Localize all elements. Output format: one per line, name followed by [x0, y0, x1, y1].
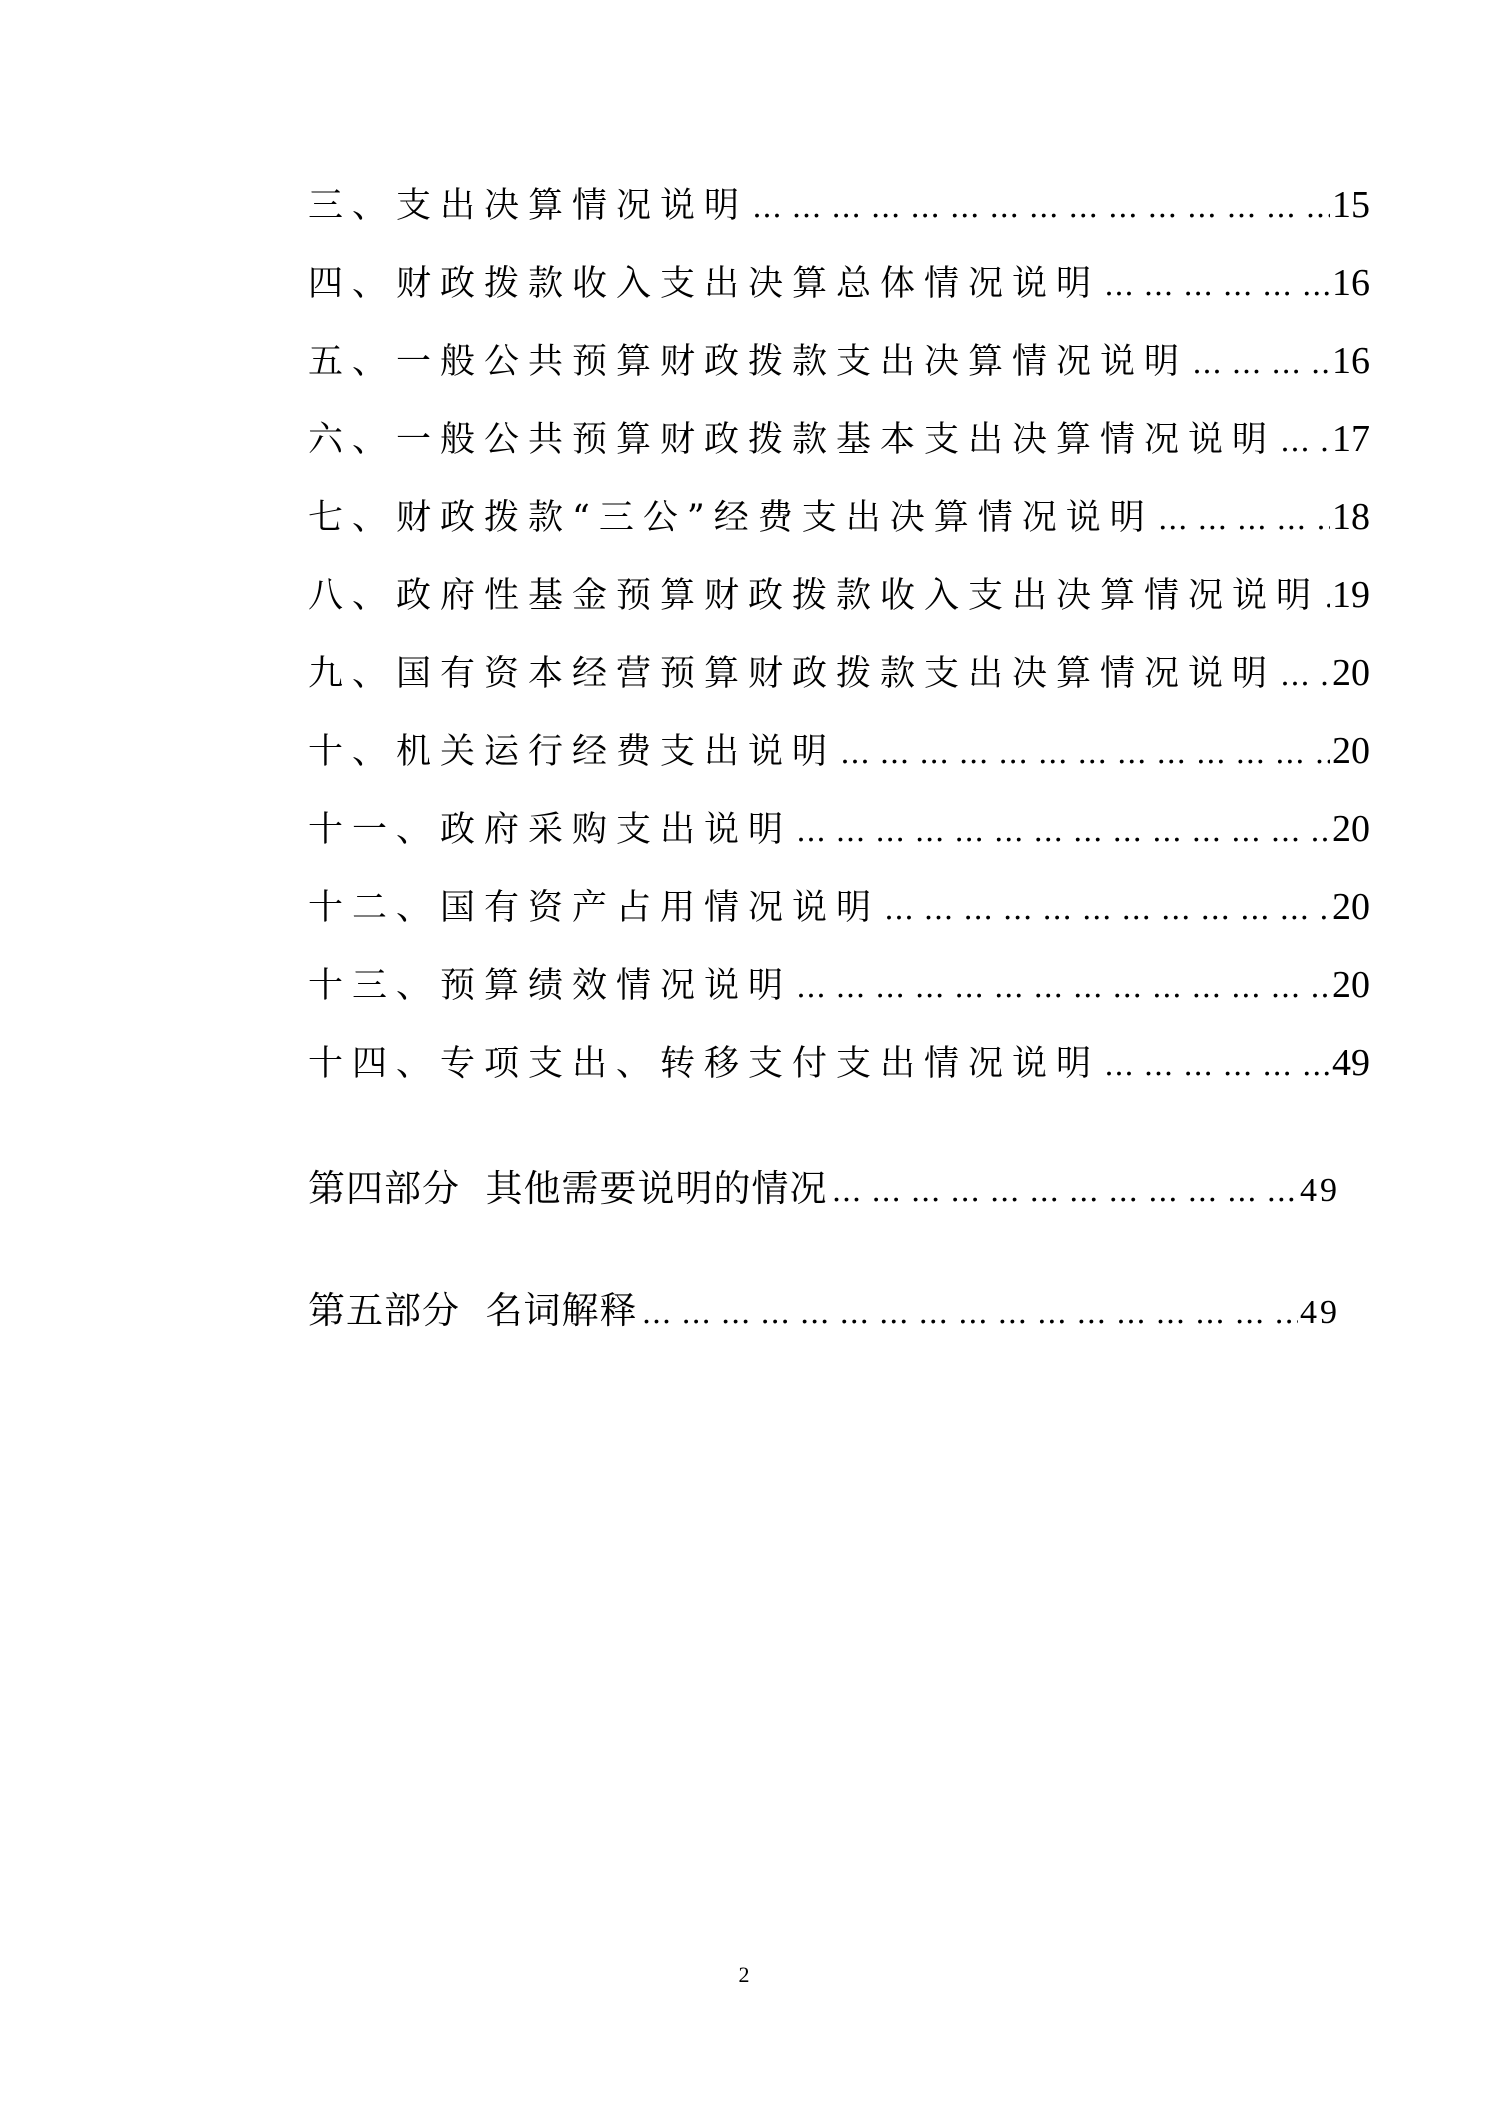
toc-part	[308, 1158, 1340, 1214]
toc-leader-dots	[1104, 1048, 1330, 1083]
toc-item-title: 十二、国有资产占用情况说明	[308, 888, 881, 928]
toc-leader-dots	[1324, 580, 1330, 615]
toc-part-page: 49	[1300, 1172, 1340, 1209]
toc-item-title: 十四、专项支出、转移支付支出情况说明	[308, 1044, 1101, 1084]
toc-leader-dots	[1104, 268, 1330, 303]
toc-item-page: 20	[1332, 964, 1370, 1006]
toc-item-title: 七、财政拨款“三公”经费支出决算情况说明	[308, 498, 1154, 538]
toc-item-title: 四、财政拨款收入支出决算总体情况说明	[308, 264, 1101, 304]
toc-item-page: 20	[1332, 886, 1370, 928]
toc-item-page: 16	[1332, 262, 1370, 304]
toc-item-page: 19	[1332, 574, 1370, 616]
toc-item	[308, 256, 1370, 312]
toc-item	[308, 490, 1370, 546]
toc-part-title: 第五部分 名词解释	[308, 1289, 638, 1332]
toc-item-page: 49	[1332, 1042, 1370, 1084]
toc-leader-dots	[832, 1174, 1298, 1209]
toc-item	[308, 724, 1370, 780]
toc-item-title: 十三、预算绩效情况说明	[308, 966, 793, 1006]
toc-item	[308, 1036, 1370, 1092]
page-number: 2	[738, 1962, 750, 1987]
toc-leader-dots	[752, 190, 1330, 225]
toc-item-page: 20	[1332, 808, 1370, 850]
toc-item-title: 五、一般公共预算财政拨款支出决算情况说明	[308, 342, 1189, 382]
toc-item-title: 八、政府性基金预算财政拨款收入支出决算情况说明	[308, 576, 1321, 616]
toc-item	[308, 646, 1370, 702]
toc-item-page: 18	[1332, 496, 1370, 538]
toc-item-page: 20	[1332, 730, 1370, 772]
toc-leader-dots	[642, 1296, 1298, 1331]
toc-leader-dots	[1158, 502, 1330, 537]
toc-item	[308, 178, 1370, 234]
toc-item-title: 三、支出决算情况说明	[308, 186, 749, 226]
toc-item-title: 十、机关运行经费支出说明	[308, 732, 837, 772]
toc-part-page: 49	[1300, 1294, 1340, 1331]
toc-leader-dots	[796, 814, 1330, 849]
toc-leader-dots	[1280, 424, 1330, 459]
toc-item-page: 20	[1332, 652, 1370, 694]
toc-item-page: 15	[1332, 184, 1370, 226]
toc-part-title: 第四部分 其他需要说明的情况	[308, 1167, 828, 1210]
toc-item-title: 十一、政府采购支出说明	[308, 810, 793, 850]
toc-item-page: 17	[1332, 418, 1370, 460]
toc-item-page: 16	[1332, 340, 1370, 382]
toc-item-title: 六、一般公共预算财政拨款基本支出决算情况说明	[308, 420, 1277, 460]
toc-leader-dots	[1280, 658, 1330, 693]
toc-item-title: 九、国有资本经营预算财政拨款支出决算情况说明	[308, 654, 1277, 694]
toc-item	[308, 958, 1370, 1014]
toc-leader-dots	[1192, 346, 1330, 381]
toc-item	[308, 880, 1370, 936]
toc-leader-dots	[840, 736, 1330, 771]
toc-leader-dots	[884, 892, 1330, 927]
toc-item	[308, 802, 1370, 858]
toc-item	[308, 568, 1370, 624]
toc-part	[308, 1280, 1340, 1336]
toc-leader-dots	[796, 970, 1330, 1005]
toc-item	[308, 412, 1370, 468]
toc-item	[308, 334, 1370, 390]
